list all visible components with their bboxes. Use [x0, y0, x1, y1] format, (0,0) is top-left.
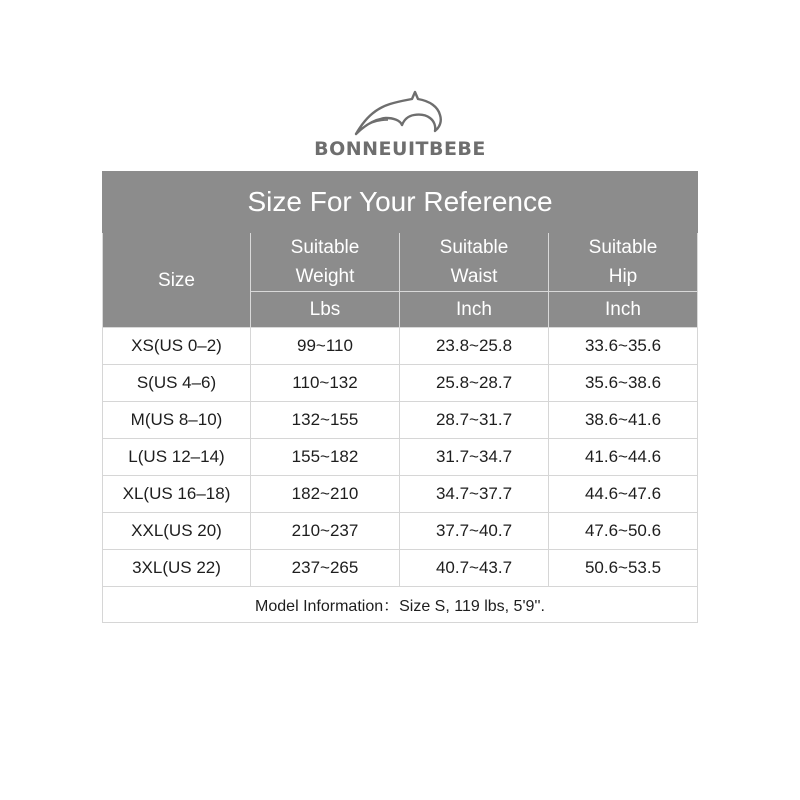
size-cell: XS(US 0–2)	[103, 328, 251, 365]
waist-cell: 25.8~28.7	[400, 365, 549, 402]
size-cell: XXL(US 20)	[103, 513, 251, 550]
header-line: Suitable	[290, 237, 360, 258]
table-title: Size For Your Reference	[103, 172, 698, 233]
table-row	[103, 439, 698, 476]
size-cell: XL(US 16–18)	[103, 476, 251, 513]
header-line: Weight	[295, 266, 355, 287]
waist-cell: 37.7~40.7	[400, 513, 549, 550]
header-line: Suitable	[588, 237, 658, 258]
hip-cell: 50.6~53.5	[549, 550, 698, 587]
table-row	[103, 476, 698, 513]
size-cell: 3XL(US 22)	[103, 550, 251, 587]
weight-cell: 132~155	[251, 402, 400, 439]
brand-logo	[300, 88, 500, 166]
hip-cell: 35.6~38.6	[549, 365, 698, 402]
weight-cell: 237~265	[251, 550, 400, 587]
table-row	[103, 365, 698, 402]
weight-cell: 210~237	[251, 513, 400, 550]
model-information: Model Information：Size S, 119 lbs, 5'9''.	[103, 587, 698, 623]
hip-unit: Inch	[549, 292, 698, 328]
waist-unit: Inch	[400, 292, 549, 328]
hip-cell: 38.6~41.6	[549, 402, 698, 439]
hip-cell: 47.6~50.6	[549, 513, 698, 550]
dolphin-icon	[352, 90, 448, 140]
waist-column-header	[400, 233, 549, 292]
weight-cell: 99~110	[251, 328, 400, 365]
waist-cell: 28.7~31.7	[400, 402, 549, 439]
table-row	[103, 328, 698, 365]
header-line: Suitable	[439, 237, 509, 258]
waist-cell: 23.8~25.8	[400, 328, 549, 365]
table-row	[103, 550, 698, 587]
weight-unit: Lbs	[251, 292, 400, 328]
hip-cell: 41.6~44.6	[549, 439, 698, 476]
size-cell: L(US 12–14)	[103, 439, 251, 476]
waist-cell: 34.7~37.7	[400, 476, 549, 513]
size-cell: M(US 8–10)	[103, 402, 251, 439]
brand-name: BONNEUITBEBE	[314, 138, 486, 160]
table-row	[103, 513, 698, 550]
size-chart-table	[102, 171, 698, 623]
header-line: Hip	[608, 266, 638, 287]
size-cell: S(US 4–6)	[103, 365, 251, 402]
header-line: Waist	[450, 266, 498, 287]
table-row	[103, 402, 698, 439]
waist-cell: 31.7~34.7	[400, 439, 549, 476]
weight-cell: 110~132	[251, 365, 400, 402]
hip-cell: 33.6~35.6	[549, 328, 698, 365]
hip-column-header	[549, 233, 698, 292]
hip-cell: 44.6~47.6	[549, 476, 698, 513]
weight-column-header	[251, 233, 400, 292]
weight-cell: 182~210	[251, 476, 400, 513]
weight-cell: 155~182	[251, 439, 400, 476]
size-column-header: Size	[103, 233, 251, 328]
waist-cell: 40.7~43.7	[400, 550, 549, 587]
